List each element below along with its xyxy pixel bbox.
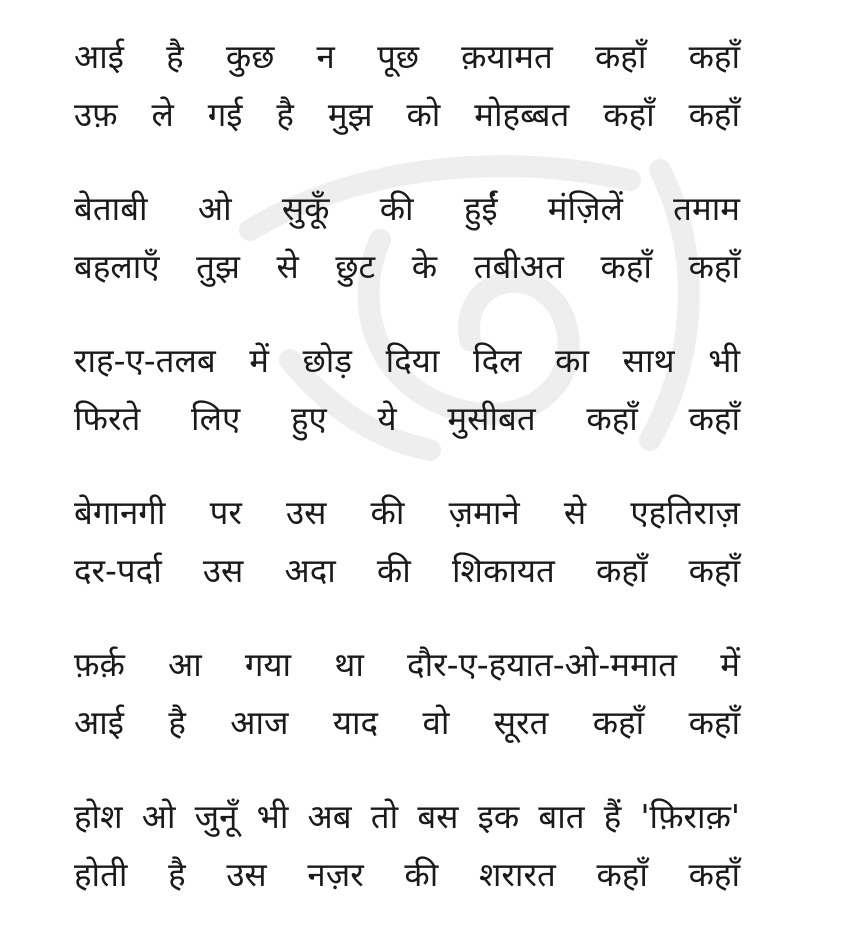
poem-line: फ़र्क़ आ गया था दौर-ए-हयात-ओ-ममात में <box>74 645 740 684</box>
poem-line: फिरते लिए हुए ये मुसीबत कहाँ कहाँ <box>74 399 740 438</box>
poem-line: होश ओ जुनूँ भी अब तो बस इक बात हैं 'फ़िराक़' <box>74 797 740 836</box>
poem-line: दर-पर्दा उस अदा की शिकायत कहाँ कहाँ <box>74 551 740 590</box>
poem-line: आई है आज याद वो सूरत कहाँ कहाँ <box>74 703 740 742</box>
stanza-gap <box>74 752 740 788</box>
stanza-gap <box>74 144 740 180</box>
stanza-gap <box>74 448 740 484</box>
stanza <box>74 484 740 600</box>
stanza-gap <box>74 600 740 636</box>
poem <box>74 28 740 904</box>
stanza <box>74 28 740 144</box>
stanza-gap <box>74 296 740 332</box>
poem-line: राह-ए-तलब में छोड़ दिया दिल का साथ भी <box>74 341 740 380</box>
poem-line: उफ़ ले गई है मुझ को मोहब्बत कहाँ कहाँ <box>74 95 740 134</box>
stanza <box>74 180 740 296</box>
stanza <box>74 332 740 448</box>
poem-line: बहलाएँ तुझ से छुट के तबीअत कहाँ कहाँ <box>74 247 740 286</box>
poem-line: होती है उस नज़र की शरारत कहाँ कहाँ <box>74 855 740 894</box>
poem-line: आई है कुछ न पूछ क़यामत कहाँ कहाँ <box>74 37 740 76</box>
poem-line: बेताबी ओ सुकूँ की हुईं मंज़िलें तमाम <box>74 189 740 228</box>
stanza <box>74 636 740 752</box>
poem-line: बेगानगी पर उस की ज़माने से एहतिराज़ <box>74 493 740 532</box>
stanza <box>74 788 740 904</box>
